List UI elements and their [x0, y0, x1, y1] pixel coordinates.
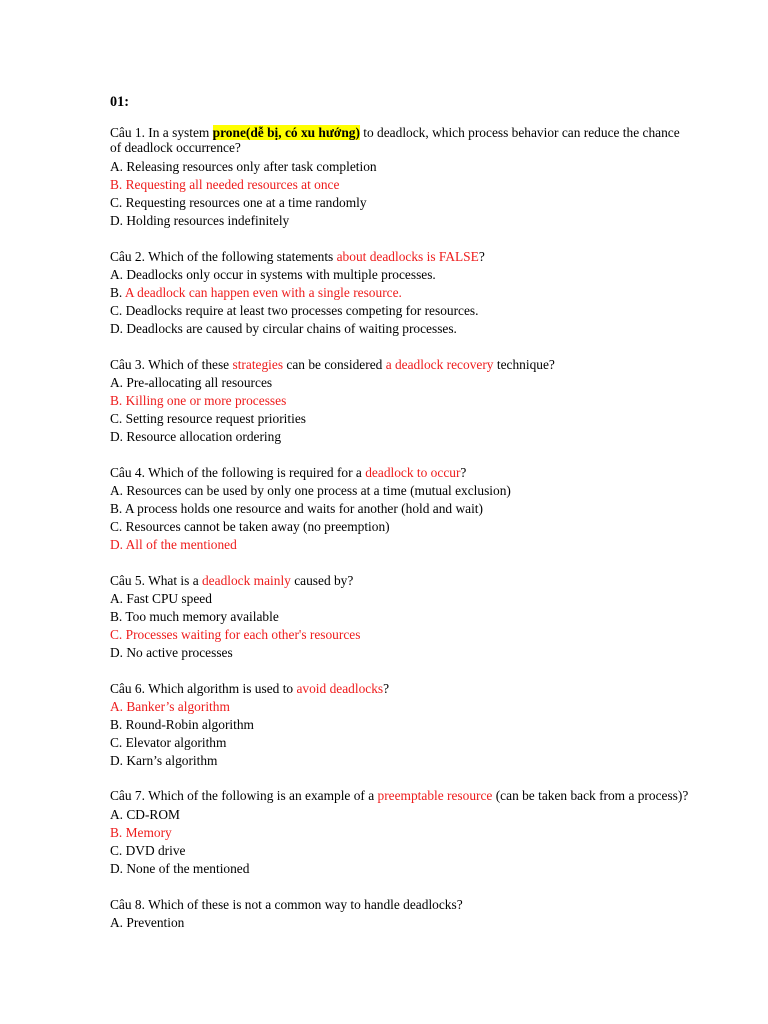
question-2-option-a: A. Deadlocks only occur in systems with multiple processes. [110, 267, 436, 282]
question-7 [110, 788, 690, 878]
question-3-stem-red-2: a deadlock recovery [385, 357, 494, 372]
question-8-stem: Câu 8. Which of these is not a common way to handle deadlocks? [110, 897, 463, 912]
question-6-option-b: B. Round-Robin algorithm [110, 717, 254, 732]
question-6-option-d: D. Karn’s algorithm [110, 753, 218, 768]
question-3-stem-red-1: strategies [232, 357, 284, 372]
question-1 [110, 125, 690, 230]
question-2-stem-red: about deadlocks is FALSE [336, 249, 479, 264]
question-6-option-c: C. Elevator algorithm [110, 735, 227, 750]
question-2-stem-pre: Câu 2. Which of the following statements [110, 249, 337, 264]
question-3-option-a: A. Pre-allocating all resources [110, 375, 273, 390]
question-6-stem-red: avoid deadlocks [296, 681, 384, 696]
question-1-stem-post: to deadlock, which process behavior can reduce the chance of deadlock occurrence? [110, 125, 680, 155]
question-5-stem [110, 572, 690, 590]
question-5-option-d: D. No active processes [110, 645, 233, 660]
question-2-option-c: C. Deadlocks require at least two processes competing for resources. [110, 303, 479, 318]
question-2-option-b [110, 284, 690, 302]
question-1-option-b: B. Requesting all needed resources at once [110, 177, 340, 192]
question-1-option-c: C. Requesting resources one at a time randomly [110, 195, 367, 210]
question-7-stem-red: preemptable resource [377, 788, 493, 803]
question-4-option-d: D. All of the mentioned [110, 537, 237, 552]
question-6-option-a: A. Banker’s algorithm [110, 699, 230, 714]
question-3-option-c: C. Setting resource request priorities [110, 411, 306, 426]
question-3-option-d: D. Resource allocation ordering [110, 429, 282, 444]
section-heading: 01: [110, 94, 129, 110]
question-3-stem-mid: can be considered [283, 357, 386, 372]
question-6-stem [110, 680, 690, 698]
question-4-stem-pre: Câu 4. Which of the following is required for a [110, 465, 366, 480]
question-7-option-b: B. Memory [110, 825, 172, 840]
question-5-stem-post: caused by? [290, 573, 354, 588]
question-7-stem [110, 788, 690, 803]
question-8 [110, 896, 690, 932]
question-3 [110, 356, 690, 446]
question-3-option-b: B. Killing one or more processes [110, 393, 287, 408]
question-2-stem-post: ? [478, 249, 485, 264]
question-6-stem-post: ? [383, 681, 390, 696]
question-4-stem-red: deadlock to occur [365, 465, 461, 480]
question-1-stem [110, 125, 690, 155]
question-4-stem-post: ? [460, 465, 467, 480]
question-6-stem-pre: Câu 6. Which algorithm is used to [110, 681, 297, 696]
question-7-stem-pre: Câu 7. Which of the following is an example of a [110, 788, 378, 803]
question-1-option-a: A. Releasing resources only after task completion [110, 159, 377, 174]
question-6 [110, 680, 690, 770]
question-2-option-b-text: A deadlock can happen even with a single resource. [124, 285, 402, 300]
question-7-option-c: C. DVD drive [110, 843, 186, 858]
question-5-option-a: A. Fast CPU speed [110, 591, 212, 606]
question-4-option-b: B. A process holds one resource and waits for another (hold and wait) [110, 501, 483, 516]
highlighted-term: prone(dễ bị, có xu hướng) [212, 125, 360, 140]
question-2-option-d: D. Deadlocks are caused by circular chains of waiting processes. [110, 321, 457, 336]
question-5 [110, 572, 690, 662]
question-5-option-c: C. Processes waiting for each other's resources [110, 627, 361, 642]
question-3-stem-post: technique? [493, 357, 555, 372]
question-1-option-d: D. Holding resources indefinitely [110, 213, 290, 228]
question-5-stem-red: deadlock mainly [201, 573, 291, 588]
question-4 [110, 464, 690, 554]
question-5-stem-pre: Câu 5. What is a [110, 573, 202, 588]
question-7-option-d: D. None of the mentioned [110, 861, 250, 876]
question-7-stem-post: (can be taken back from a process)? [492, 788, 689, 803]
question-8-option-a: A. Prevention [110, 915, 185, 930]
question-4-stem [110, 464, 690, 482]
question-2-stem [110, 248, 690, 266]
question-2 [110, 248, 690, 338]
question-4-option-c: C. Resources cannot be taken away (no preemption) [110, 519, 390, 534]
question-3-stem [110, 356, 690, 374]
question-4-option-a: A. Resources can be used by only one process at a time (mutual exclusion) [110, 483, 511, 498]
question-3-stem-pre: Câu 3. Which of these [110, 357, 233, 372]
question-2-option-b-letter: B. [110, 285, 125, 300]
question-1-stem-pre: Câu 1. In a system [110, 125, 213, 140]
document-page [110, 93, 690, 932]
question-5-option-b: B. Too much memory available [110, 609, 279, 624]
question-7-option-a: A. CD-ROM [110, 807, 180, 822]
